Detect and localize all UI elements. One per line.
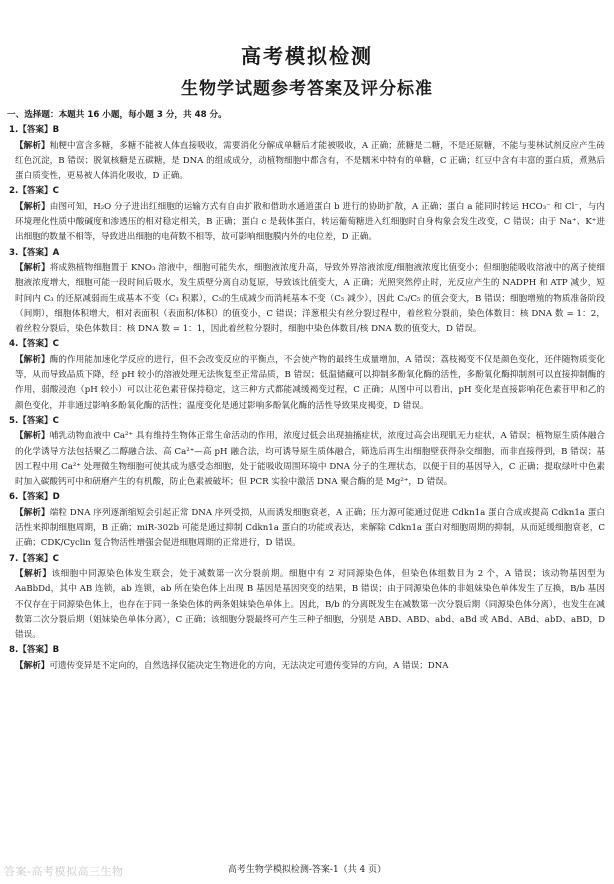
explanation [15,261,605,337]
answer-line [7,123,605,138]
answer-line [7,490,605,505]
page-title: 高考模拟检测 [241,44,373,68]
question-number: 5. [9,415,19,426]
explanation [15,139,605,185]
explanation-text: 酶的作用能加速化学反应的进行，但不会改变反应的平衡点，不会使产物的最终生成量增加，A 错误；荔枝褐变不仅是颜色变化，还伴随物质变化等，从而导致品质下降，经 pH 较小的溶液处理无法恢复至正常品质，B 错误；低温储藏可以抑制多酚氧化酶的活性，多酚氧化酶抑制剂可以直接抑制酶的作用，弱酸浸泡（pH 较小）可以让花色素苷保持稳定，这三种方式都能减缓褐变过程，C 正确；从图中可以看出，pH 变化是直接影响花色素苷甲和乙的颜色变化，并非通过影响多酚氧化酶的活性；温度变化是通过影响多酚氧化酶的活性导致果皮褐变，D 错误。 [15,354,605,411]
explanation-tag: 【解析】 [15,431,50,442]
answer-label: 【答案】C [18,553,59,564]
answer-label: 【答案】B [18,125,60,136]
explanation-tag: 【解析】 [15,660,50,671]
explanation [15,567,605,643]
answer-line [7,643,605,658]
explanation-tag: 【解析】 [15,262,50,273]
explanation-text: 由图可知，H₂O 分子进出红细胞的运输方式有自由扩散和借助水通道蛋白 b 进行的协助扩散，A 正确；蛋白 a 能同时转运 HCO₃⁻ 和 Cl⁻，与内环境理化性质中酸碱度和渗透压的相对稳定相关，B 正确；蛋白 c 是载体蛋白，转运葡萄糖进入红细胞时自身构象会发生改变，C 错误；由于 Na⁺、K⁺进出细胞的数量不相等，导致进出细胞的电荷数不相等，故可影响细胞膜内外的电位差，D 正确。 [15,201,605,243]
answer-label: 【答案】B [18,645,60,656]
answer-line [7,184,605,199]
question-number: 6. [9,492,19,503]
answer-label: 【答案】C [18,186,59,197]
watermark-text: 答案-高考模拟高三生物 [4,865,124,878]
answer-label: 【答案】A [18,247,60,258]
answer-line [7,337,605,352]
explanation [15,429,605,490]
answer-line [7,414,605,429]
question-number: 1. [9,125,19,136]
question-number: 3. [9,247,19,258]
question-number: 2. [9,186,19,197]
explanation [15,659,605,674]
explanation-tag: 【解析】 [15,354,50,365]
question-number: 4. [9,339,19,350]
explanation-tag: 【解析】 [15,507,50,518]
explanation-tag: 【解析】 [15,568,52,579]
answer-content [7,108,605,674]
explanation-text: 籼粳中富含多糖，多糖不能被人体直接吸收，需要消化分解成单糖后才能被吸收，A 正确；蔗糖是二糖，不是还原糖，不能与斐林试剂反应产生砖红色沉淀，B 错误；脱氧核糖是五碳糖，是 DNA 的组成成分，动植物细胞中都含有，不是糯米中特有的单糖，C 正确；红豆中含有丰富的蛋白质，煮熟后蛋白质变性，更易被人体消化吸收，D 正确。 [15,140,605,182]
section-heading: 一、选择题：本题共 16 小题，每小题 3 分，共 48 分。 [7,110,227,120]
explanation [15,353,605,414]
explanation-tag: 【解析】 [15,140,50,151]
question-list [7,123,605,674]
question-number: 8. [9,645,19,656]
explanation-text: 将成熟植物细胞置于 KNO₃ 溶液中，细胞可能失水，细胞液浓度升高，导致外界溶液浓度/细胞液浓度比值变小；但细胞能吸收溶液中的离子使细胞液浓度增大，细胞可能一段时间后吸水，发生质壁分离自动复原，导致该比值变大，A 正确；光照突然停止时，光反应产生的 NADPH 和 ATP 减少，短时间内 C₃ 的还原减弱而生成基本不变（C₃ 积累），C₅的生成减少而消耗基本不变（C₅ 减少），因此 C₃/C₅ 的值会变大，B 错误；细胞增殖的物质准备阶段（间期），细胞体积增大，相对表面积（表面积/体积）的值变小，C 错误；洋葱根尖有丝分裂过程中，着丝粒分裂前，染色体数目：核 DNA 数 = 1：2，着丝粒分裂后，染色体数目：核 DNA 数 = 1：1，因此着丝粒分裂时，细胞中染色体数目/核 DNA 数的值变大，D 错误。 [15,262,605,335]
answer-line [7,246,605,261]
explanation [15,200,605,246]
page-subtitle: 生物学试题参考答案及评分标准 [181,79,433,99]
answer-label: 【答案】C [18,415,59,426]
page-footer: 高考生物学模拟检测-答案-1（共 4 页） [227,865,387,875]
explanation-text: 端粒 DNA 序列逐渐缩短会引起正常 DNA 序列受损，从而诱发细胞衰老，A 正确；压力源可能通过促进 Cdkn1a 蛋白合成或提高 Cdkn1a 蛋白活性来抑制细胞周期，B 正确；miR-302b 可能是通过抑制 Cdkn1a 蛋白的功能或表达，来解除 Cdkn1a 蛋白对细胞周期的抑制，从而延缓细胞衰老，C 正确；CDK/Cyclin 复合物活性增强会促进细胞周期的正常进行，D 错误。 [15,507,605,549]
explanation-text: 哺乳动物血液中 Ca²⁺ 具有维持生物体正常生命活动的作用，浓度过低会出现抽搐症状，浓度过高会出现肌无力症状，A 错误；植物原生质体融合的化学诱导方法包括聚乙二醇融合法、高 Ca²⁺—高 pH 融合法，均可诱导原生质体融合，筛选后再生出细胞壁获得杂交细胞，而非直接得到，B 错误；基因工程中用 Ca²⁺ 处理微生物细胞可使其成为感受态细胞，处于能吸收周围环境中 DNA 分子的生理状态，以便于目的基因导入，C 正确；提取绿叶中色素时加入碳酸钙可中和研磨产生的有机酸，防止色素被破坏；但 PCR 实验中激活 DNA 聚合酶的是 Mg²⁺，D 错误。 [15,431,605,488]
answer-label: 【答案】C [18,339,59,350]
answer-label: 【答案】D [18,492,60,503]
explanation-text: 该细胞中同源染色体发生联会，处于减数第一次分裂前期。细胞中有 2 对同源染色体，但染色体组数目为 2 个，A 错误；该动物基因型为 AaBbDd，其中 AB 连锁，ab 连锁，ab 所在染色体上出现 B 基因是基因突变的结果，B 错误；由于同源染色体的非姐妹染色单体发生了互换，B/b 基因不仅存在于同源染色体上，也存在于同一条染色体的两条姐妹染色单体上。因此，B/b 的分离既发生在减数第一次分裂后期（同源染色体分离），也发生在减数第二次分裂后期（姐妹染色单体分离），C 正确；该细胞分裂最终可产生三种子细胞，分别是 ABD、ABD、abd、aBd 或 ABd、ABd、abD、aBD，D 错误。 [15,568,605,641]
answer-line [7,552,605,567]
explanation [15,506,605,552]
explanation-tag: 【解析】 [15,201,50,212]
explanation-text: 可遗传变异是不定向的，自然选择仅能决定生物进化的方向，无法决定可遗传变异的方向，A 错误；DNA [49,660,449,671]
question-number: 7. [9,553,19,564]
